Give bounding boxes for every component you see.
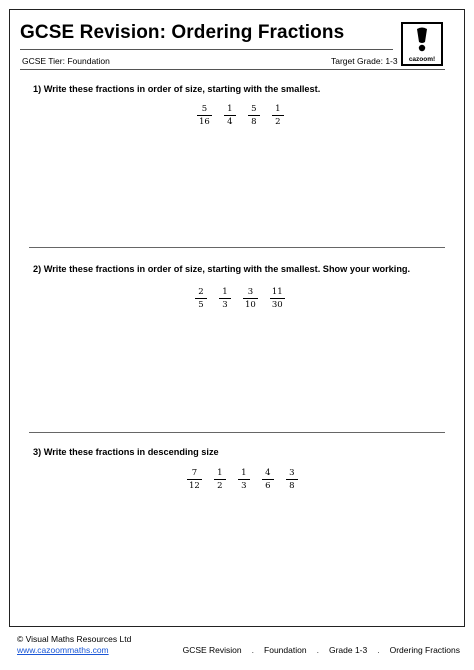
fraction-bar	[270, 298, 285, 299]
denominator: 8	[251, 117, 257, 127]
question-3-fractions	[187, 468, 298, 491]
header-bottom-divider	[20, 69, 445, 70]
footer-breadcrumb	[183, 645, 460, 655]
fraction-bar	[243, 298, 258, 299]
worksheet-frame	[9, 9, 465, 627]
fraction-bar	[197, 115, 212, 116]
fraction-bar	[262, 479, 274, 480]
question-3-title: 3) Write these fractions in descending size	[33, 447, 219, 457]
header-divider	[20, 49, 393, 50]
tier-label: GCSE Tier: Foundation	[22, 56, 110, 66]
fraction-bar	[195, 298, 207, 299]
fraction-bar	[187, 479, 202, 480]
footer-separator: .	[316, 645, 319, 655]
fraction	[214, 468, 226, 491]
fraction	[238, 468, 250, 491]
denominator: 12	[189, 481, 200, 491]
numerator: 11	[271, 287, 283, 297]
target-grade-label: Target Grade: 1-3	[331, 56, 398, 66]
fraction	[270, 287, 285, 310]
denominator: 8	[289, 481, 295, 491]
fraction-bar	[224, 115, 236, 116]
denominator: 6	[265, 481, 271, 491]
fraction	[262, 468, 274, 491]
fraction	[248, 104, 260, 127]
denominator: 16	[199, 117, 210, 127]
footer-website-link[interactable]: www.cazoommaths.com	[17, 645, 109, 655]
fraction	[243, 287, 258, 310]
footer-copyright: © Visual Maths Resources Ltd	[17, 634, 132, 644]
denominator: 30	[271, 300, 283, 310]
fraction	[187, 468, 202, 491]
denominator: 4	[227, 117, 233, 127]
fraction-bar	[248, 115, 260, 116]
denominator: 2	[217, 481, 223, 491]
footer-nav-item: Foundation	[264, 645, 307, 655]
footer-separator: .	[377, 645, 380, 655]
cazoom-logo	[401, 22, 443, 66]
fraction-bar	[272, 115, 284, 116]
footer-nav-item: Grade 1-3	[328, 645, 368, 655]
numerator: 2	[198, 287, 204, 297]
question-1-title: 1) Write these fractions in order of size, starting with the smallest.	[33, 84, 321, 94]
question-2-fractions	[195, 287, 285, 310]
numerator: 5	[201, 104, 208, 114]
fraction-bar	[214, 479, 226, 480]
footer-separator: .	[251, 645, 255, 655]
section-divider	[29, 247, 445, 248]
denominator: 10	[245, 300, 256, 310]
numerator: 4	[265, 468, 271, 478]
section-divider	[29, 432, 445, 433]
logo-text: cazoom!	[408, 56, 436, 63]
footer-nav-item: Ordering Fractions	[389, 645, 460, 655]
denominator: 3	[241, 481, 247, 491]
numerator: 1	[227, 104, 233, 114]
fraction-bar	[219, 298, 231, 299]
question-1-fractions	[197, 104, 284, 127]
fraction	[286, 468, 298, 491]
worksheet-title: GCSE Revision: Ordering Fractions	[20, 22, 345, 43]
numerator: 7	[191, 468, 198, 478]
denominator: 3	[222, 300, 228, 310]
denominator: 2	[275, 117, 281, 127]
numerator: 1	[275, 104, 281, 114]
fraction	[197, 104, 212, 127]
exclamation-figure-icon	[403, 24, 441, 56]
numerator: 3	[289, 468, 295, 478]
fraction	[219, 287, 231, 310]
numerator: 1	[241, 468, 247, 478]
denominator: 5	[198, 300, 204, 310]
question-2-title: 2) Write these fractions in order of size, starting with the smallest. Show your working.	[33, 264, 411, 274]
numerator: 1	[217, 468, 223, 478]
numerator: 3	[247, 287, 254, 297]
footer-nav-item: GCSE Revision	[182, 645, 242, 655]
fraction	[224, 104, 236, 127]
fraction-bar	[238, 479, 250, 480]
fraction	[195, 287, 207, 310]
numerator: 1	[222, 287, 228, 297]
fraction-bar	[286, 479, 298, 480]
numerator: 5	[251, 104, 257, 114]
fraction	[272, 104, 284, 127]
